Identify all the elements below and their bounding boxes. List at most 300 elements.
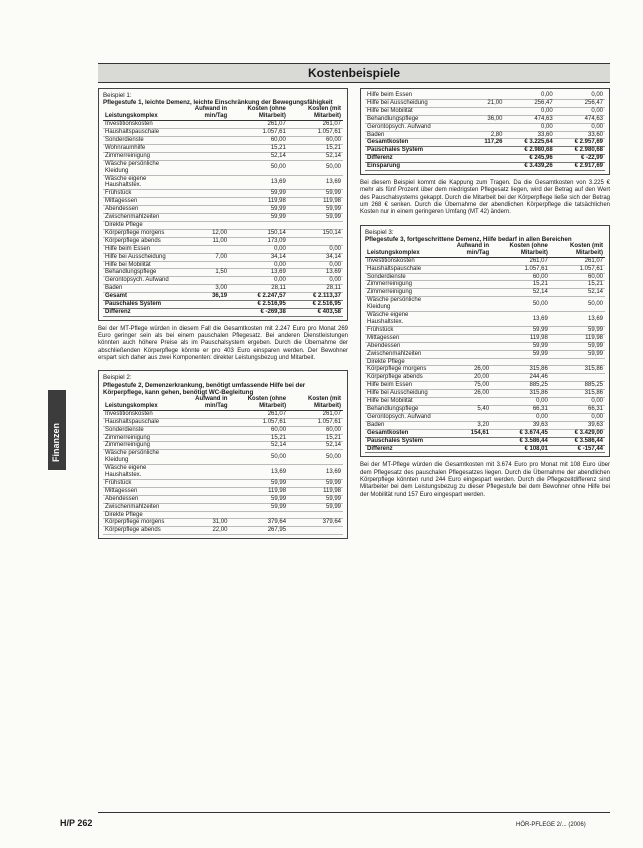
table-cell: 13,69: [491, 312, 550, 327]
table-cell: Gerontopsych. Aufwand: [103, 277, 178, 285]
table-cell: Hilfe bei Mobilität: [103, 261, 178, 269]
table-row: [103, 129, 343, 137]
table-cell: € 245,96: [504, 155, 554, 163]
table-cell: Hilfe beim Essen: [365, 92, 470, 99]
example-2-label: Beispiel 2:: [103, 374, 132, 382]
table-cell: Wäsche persönliche Kleidung: [103, 160, 178, 175]
table-cell: [470, 163, 504, 171]
table-cell: € 2.113,37: [288, 293, 343, 301]
section-tab: [48, 390, 66, 470]
table-row: [365, 382, 605, 390]
table-cell: 315,86: [491, 390, 550, 398]
table-cell: € -269,38: [229, 308, 288, 316]
table-cell: 59,99: [288, 479, 343, 487]
table-row: [103, 418, 343, 426]
table-cell: [179, 410, 230, 418]
table-cell: 59,99: [288, 503, 343, 511]
table-cell: Frühstück: [365, 326, 440, 334]
table-cell: [178, 160, 229, 175]
table-cell: 33,60: [504, 131, 554, 139]
table-row: [103, 190, 343, 198]
table-row: [365, 350, 605, 358]
table-cell: Baden: [103, 285, 178, 293]
table-cell: 15,21: [550, 281, 605, 289]
col-header: Kosten (ohne Mitarbeit): [229, 106, 288, 120]
summary-row: [365, 437, 605, 445]
table-row: [103, 160, 343, 175]
page-banner: Kostenbeispiele: [98, 63, 610, 83]
example-1-box: [98, 88, 348, 321]
table-row: [103, 495, 343, 503]
table-cell: 0,00: [288, 245, 343, 253]
table-row: [365, 265, 605, 273]
table-cell: 15,21: [491, 281, 550, 289]
table-cell: 267,95: [229, 527, 288, 535]
table-cell: [178, 214, 229, 222]
table-cell: 13,69: [550, 312, 605, 327]
table-cell: Körperpflege morgens: [365, 366, 440, 374]
table-row: [365, 405, 605, 413]
col-header: Aufwand in min/Tag: [179, 396, 230, 410]
table-cell: [440, 350, 491, 358]
table-cell: Direkte Pflege: [103, 511, 179, 519]
table-row: [103, 450, 343, 465]
table-cell: 474,63: [504, 115, 554, 123]
table-cell: 5,40: [440, 405, 491, 413]
table-cell: 15,21: [288, 434, 343, 442]
table-cell: [288, 511, 343, 519]
table-row: [103, 245, 343, 253]
example-1-table: [103, 106, 343, 316]
table-cell: 0,00: [288, 277, 343, 285]
table-cell: Zwischenmahlzeiten: [365, 350, 440, 358]
table-row: [103, 253, 343, 261]
table-cell: [179, 434, 230, 442]
table-cell: [179, 465, 230, 480]
table-cell: Wäsche eigene Haushaltstex.: [365, 312, 440, 327]
col-header: Leistungskomplex: [365, 243, 440, 257]
table-row: [103, 503, 343, 511]
table-cell: 173,09: [229, 237, 288, 245]
table-cell: Direkte Pflege: [365, 358, 440, 366]
table-cell: 36,19: [178, 293, 229, 301]
table-cell: 34,14: [288, 253, 343, 261]
table-cell: [178, 129, 229, 137]
table-cell: 119,98: [288, 198, 343, 206]
table-cell: [178, 190, 229, 198]
table-cell: 1.057,61: [550, 265, 605, 273]
example-1-title: Pflegestufe 1, leichte Demenz, leichte Einschränkung der Bewegungsfähigkeit: [103, 99, 333, 107]
table-row: [365, 92, 605, 99]
table-cell: 31,00: [179, 519, 230, 527]
table-cell: Frühstück: [103, 479, 179, 487]
summary-row: [365, 163, 605, 171]
table-row: [103, 426, 343, 434]
table-cell: 59,99: [229, 479, 288, 487]
example-2-box: [98, 370, 348, 539]
summary-row: [365, 429, 605, 437]
table-cell: Direkte Pflege: [103, 222, 178, 230]
right-column: [360, 88, 610, 499]
table-cell: 0,00: [491, 413, 550, 421]
table-cell: [440, 297, 491, 312]
table-cell: Baden: [365, 421, 440, 429]
table-cell: [440, 358, 491, 366]
table-cell: Körperpflege abends: [103, 527, 179, 535]
table-cell: [178, 261, 229, 269]
table-cell: 154,61: [440, 429, 491, 437]
summary-row: [365, 147, 605, 155]
table-cell: [178, 245, 229, 253]
table-cell: 52,14: [229, 152, 288, 160]
table-cell: 50,00: [491, 297, 550, 312]
table-cell: 0,00: [229, 261, 288, 269]
table-cell: 119,98: [229, 487, 288, 495]
table-cell: 0,00: [550, 413, 605, 421]
table-cell: 34,14: [229, 253, 288, 261]
table-cell: Pauschales System: [365, 437, 440, 445]
table-cell: 26,00: [440, 390, 491, 398]
table-cell: [470, 147, 504, 155]
table-cell: 50,00: [229, 160, 288, 175]
table-cell: 60,00: [229, 137, 288, 145]
table-cell: 60,00: [229, 426, 288, 434]
table-cell: Gerontopsych. Aufwand: [365, 413, 440, 421]
table-cell: 244,46: [491, 374, 550, 382]
table-cell: 59,99: [288, 190, 343, 198]
table-cell: 59,99: [550, 326, 605, 334]
table-row: [365, 334, 605, 342]
table-cell: Abendessen: [103, 495, 179, 503]
table-cell: 885,25: [550, 382, 605, 390]
table-cell: 0,00: [229, 277, 288, 285]
table-cell: Wäsche persönliche Kleidung: [365, 297, 440, 312]
table-cell: Investitionskosten: [365, 257, 440, 265]
table-cell: 59,99: [229, 503, 288, 511]
table-cell: Zimmerreinigung: [365, 281, 440, 289]
table-cell: Behandlungspflege: [365, 115, 470, 123]
table-cell: € 2.917,69: [555, 163, 605, 171]
table-cell: [178, 277, 229, 285]
table-row: [103, 261, 343, 269]
table-cell: Zwischenmahlzeiten: [103, 214, 178, 222]
table-cell: Pauschales System: [365, 147, 470, 155]
table-row: [103, 285, 343, 293]
table-row: [103, 434, 343, 442]
example-2-continued-table: [365, 92, 605, 171]
table-cell: 15,21: [229, 144, 288, 152]
table-cell: [178, 137, 229, 145]
table-cell: 39,63: [491, 421, 550, 429]
table-cell: € 403,58: [288, 308, 343, 316]
table-cell: Gesamt: [103, 293, 178, 301]
table-cell: Differenz: [365, 445, 440, 453]
table-row: [365, 99, 605, 107]
table-cell: Sonderdienste: [103, 137, 178, 145]
table-row: [365, 421, 605, 429]
table-row: [103, 519, 343, 527]
table-cell: 0,00: [555, 92, 605, 99]
col-header: Aufwand in min/Tag: [440, 243, 491, 257]
table-cell: € 3.439,26: [504, 163, 554, 171]
page-number: 262: [77, 818, 93, 828]
table-cell: 59,99: [491, 350, 550, 358]
table-row: [365, 281, 605, 289]
table-row: [103, 410, 343, 418]
table-cell: 52,14: [550, 289, 605, 297]
table-cell: [178, 144, 229, 152]
col-header: Kosten (ohne Mitarbeit): [491, 243, 550, 257]
table-cell: 52,14: [288, 152, 343, 160]
table-cell: 13,69: [288, 175, 343, 190]
table-cell: 150,14: [229, 229, 288, 237]
table-cell: 39,63: [550, 421, 605, 429]
table-cell: 52,14: [288, 442, 343, 450]
table-cell: [491, 358, 550, 366]
example-3-title: Pflegestufe 3, fortgeschrittene Demenz, Hilfe bedarf in allen Bereichen: [365, 235, 572, 243]
table-cell: 13,69: [229, 269, 288, 277]
table-cell: Hilfe bei Mobilität: [365, 398, 440, 406]
table-cell: Hilfe bei Ausscheidung: [365, 390, 440, 398]
table-cell: [440, 281, 491, 289]
table-cell: [550, 358, 605, 366]
table-row: [103, 121, 343, 129]
table-cell: € 2.957,69: [555, 139, 605, 147]
table-row: [103, 465, 343, 480]
table-row: [365, 342, 605, 350]
table-cell: 15,21: [229, 434, 288, 442]
summary-row: [103, 308, 343, 316]
table-cell: Behandlungspflege: [365, 405, 440, 413]
table-row: [365, 131, 605, 139]
table-cell: 315,86: [491, 366, 550, 374]
table-cell: 59,99: [550, 350, 605, 358]
table-cell: € 3.586,44: [550, 437, 605, 445]
table-cell: Mittagessen: [103, 198, 178, 206]
table-cell: Hilfe beim Essen: [365, 382, 440, 390]
example-1-text: Bei der MT-Pflege würden in diesem Fall die Gesamtkosten mit 2.247 Euro pro Monat 269 Euro geringer sein als bei einem pauschalen Pflegesatz. Bei anderen Dienstleistungen könnten auch höhere Preise als im Pauschalsystem ergeben. Durch die Übernahme der abschließenden Körperpflege könnte er pro 403 Euro einsparen werden. Der Bewohner erspart sich daher aus zwei Komponenten: direkter Leistungsbezug und Mitarbeit.: [98, 325, 348, 362]
table-cell: Zimmerreinigung: [103, 442, 179, 450]
example-3-label: Beispiel 3:: [365, 228, 394, 236]
table-cell: 1.057,61: [229, 129, 288, 137]
table-row: [103, 511, 343, 519]
table-cell: Abendessen: [365, 342, 440, 350]
example-3-box: [360, 225, 610, 458]
table-cell: 28,11: [288, 285, 343, 293]
col-header: Kosten (ohne Mitarbeit): [229, 396, 288, 410]
table-row: [365, 273, 605, 281]
table-cell: Sonderdienste: [103, 426, 179, 434]
table-cell: Baden: [365, 131, 470, 139]
table-cell: 36,00: [470, 115, 504, 123]
table-cell: 33,60: [555, 131, 605, 139]
table-cell: 7,00: [178, 253, 229, 261]
footer-page: [60, 818, 92, 828]
table-cell: Frühstück: [103, 190, 178, 198]
table-cell: € 3.674,45: [491, 429, 550, 437]
table-cell: Wäsche eigene Haushaltstex.: [103, 465, 179, 480]
table-cell: € 3.225,64: [504, 139, 554, 147]
table-cell: 0,00: [288, 261, 343, 269]
table-cell: € 2.516,95: [288, 301, 343, 309]
table-row: [365, 289, 605, 297]
table-cell: Hilfe bei Ausscheidung: [103, 253, 178, 261]
table-cell: [178, 198, 229, 206]
table-cell: Investitionskosten: [103, 410, 179, 418]
table-cell: [178, 121, 229, 129]
col-header: Kosten (mit Mitarbeit): [288, 106, 343, 120]
table-cell: Gesamtkosten: [365, 429, 440, 437]
table-cell: 60,00: [288, 137, 343, 145]
table-row: [103, 442, 343, 450]
table-row: [365, 312, 605, 327]
table-cell: [440, 312, 491, 327]
table-row: [365, 374, 605, 382]
table-cell: 1.057,61: [288, 418, 343, 426]
table-cell: 50,00: [229, 450, 288, 465]
table-cell: [179, 511, 230, 519]
table-row: [103, 175, 343, 190]
table-cell: [288, 222, 343, 230]
table-cell: Sonderdienste: [365, 273, 440, 281]
table-cell: 119,98: [229, 198, 288, 206]
summary-row: [103, 293, 343, 301]
table-cell: 0,00: [504, 92, 554, 99]
table-cell: 50,00: [550, 297, 605, 312]
table-cell: 15,21: [288, 144, 343, 152]
table-row: [365, 257, 605, 265]
summary-row: [365, 139, 605, 147]
table-cell: [440, 273, 491, 281]
table-cell: [440, 342, 491, 350]
table-cell: 59,99: [288, 214, 343, 222]
table-cell: [440, 413, 491, 421]
table-cell: € 3.429,00: [550, 429, 605, 437]
table-cell: [440, 437, 491, 445]
table-row: [103, 152, 343, 160]
table-row: [103, 206, 343, 214]
table-cell: Körperpflege abends: [103, 237, 178, 245]
table-cell: 474,63: [555, 115, 605, 123]
col-header: Kosten (mit Mitarbeit): [288, 396, 343, 410]
table-row: [365, 398, 605, 406]
table-cell: Wohnraumhilfe: [103, 144, 178, 152]
example-2-continued-box: [360, 88, 610, 175]
table-row: [365, 326, 605, 334]
table-row: [103, 229, 343, 237]
table-cell: 59,99: [491, 326, 550, 334]
table-cell: Hilfe bei Mobilität: [365, 107, 470, 115]
table-cell: [288, 527, 343, 535]
table-cell: 52,14: [491, 289, 550, 297]
table-cell: 59,99: [491, 342, 550, 350]
table-cell: Haushaltspauschale: [103, 129, 178, 137]
table-cell: [179, 418, 230, 426]
table-row: [365, 115, 605, 123]
table-cell: [440, 334, 491, 342]
table-row: [103, 527, 343, 535]
table-cell: Zimmerreinigung: [103, 434, 179, 442]
example-3-table: [365, 243, 605, 453]
table-row: [103, 222, 343, 230]
table-cell: Hilfe bei Ausscheidung: [365, 99, 470, 107]
table-cell: Differenz: [365, 155, 470, 163]
table-cell: 59,99: [229, 495, 288, 503]
table-cell: € 2.247,57: [229, 293, 288, 301]
table-cell: Hilfe beim Essen: [103, 245, 178, 253]
table-row: [365, 107, 605, 115]
table-cell: 0,00: [550, 398, 605, 406]
table-cell: Gesamtkosten: [365, 139, 470, 147]
table-cell: Investitionskosten: [103, 121, 178, 129]
table-cell: 256,47: [555, 99, 605, 107]
table-cell: [470, 92, 504, 99]
table-cell: [178, 301, 229, 309]
table-cell: Pauschales System: [103, 301, 178, 309]
table-cell: 26,00: [440, 366, 491, 374]
table-cell: 59,99: [229, 190, 288, 198]
table-cell: 59,99: [229, 206, 288, 214]
table-cell: [178, 175, 229, 190]
table-cell: 13,69: [288, 465, 343, 480]
table-cell: [178, 222, 229, 230]
table-cell: 379,64: [288, 519, 343, 527]
table-row: [103, 487, 343, 495]
table-cell: 3,00: [178, 285, 229, 293]
table-cell: 66,31: [491, 405, 550, 413]
footer-logo: H/P: [60, 818, 75, 828]
table-cell: [178, 206, 229, 214]
table-cell: Körperpflege morgens: [103, 519, 179, 527]
table-cell: 66,31: [550, 405, 605, 413]
table-cell: [179, 495, 230, 503]
example-2-table: [103, 396, 343, 535]
table-cell: € 108,01: [491, 445, 550, 453]
table-cell: [550, 374, 605, 382]
table-cell: [440, 398, 491, 406]
table-cell: [440, 445, 491, 453]
example-2-title: Pflegestufe 2, Demenzerkrankung, benötigt umfassende Hilfe bei der Körperpflege, kann gehen, benötigt WC-Begleitung: [103, 381, 306, 396]
table-cell: € 2.980,68: [504, 147, 554, 155]
table-cell: 60,00: [550, 273, 605, 281]
table-cell: € -157,44: [550, 445, 605, 453]
table-cell: 1.057,61: [288, 129, 343, 137]
table-cell: 0,00: [229, 245, 288, 253]
table-cell: 0,00: [504, 123, 554, 131]
table-cell: 261,07: [288, 410, 343, 418]
table-cell: [179, 442, 230, 450]
table-cell: 12,00: [178, 229, 229, 237]
table-cell: Wäsche persönliche Kleidung: [103, 450, 179, 465]
table-cell: 59,99: [288, 206, 343, 214]
table-cell: Differenz: [103, 308, 178, 316]
table-cell: 150,14: [288, 229, 343, 237]
table-cell: 0,00: [555, 107, 605, 115]
table-cell: 379,64: [229, 519, 288, 527]
table-cell: 261,07: [550, 257, 605, 265]
summary-row: [103, 301, 343, 309]
table-cell: 315,86: [550, 366, 605, 374]
table-cell: 50,00: [288, 450, 343, 465]
col-header: Leistungskomplex: [103, 396, 179, 410]
footer-journal: HÖR-PFLEGE 2/... (2006): [516, 822, 586, 828]
table-cell: 1,50: [178, 269, 229, 277]
table-row: [103, 479, 343, 487]
section-tab-label: Finanzen: [51, 422, 61, 462]
table-cell: [179, 503, 230, 511]
table-cell: [178, 308, 229, 316]
example-3-text: Bei der MT-Pflege würden die Gesamtkosten mit 3.674 Euro pro Monat mit 108 Euro über dem Pflegesatz des pauschalen Pflegesatzes liegen. Durch die Übernahme der abendlichen Körperpflege könnten rund 244 Euro eingespart werden. Durch die Pflegezeitdifferenz sind Mitarbeiter bei dem Leistungsbezug zu dieser Pflegestufe bei dem Bewohner ohne Hilfe bei der Mobilität rund 157 Euro eingespart werden.: [360, 462, 610, 498]
